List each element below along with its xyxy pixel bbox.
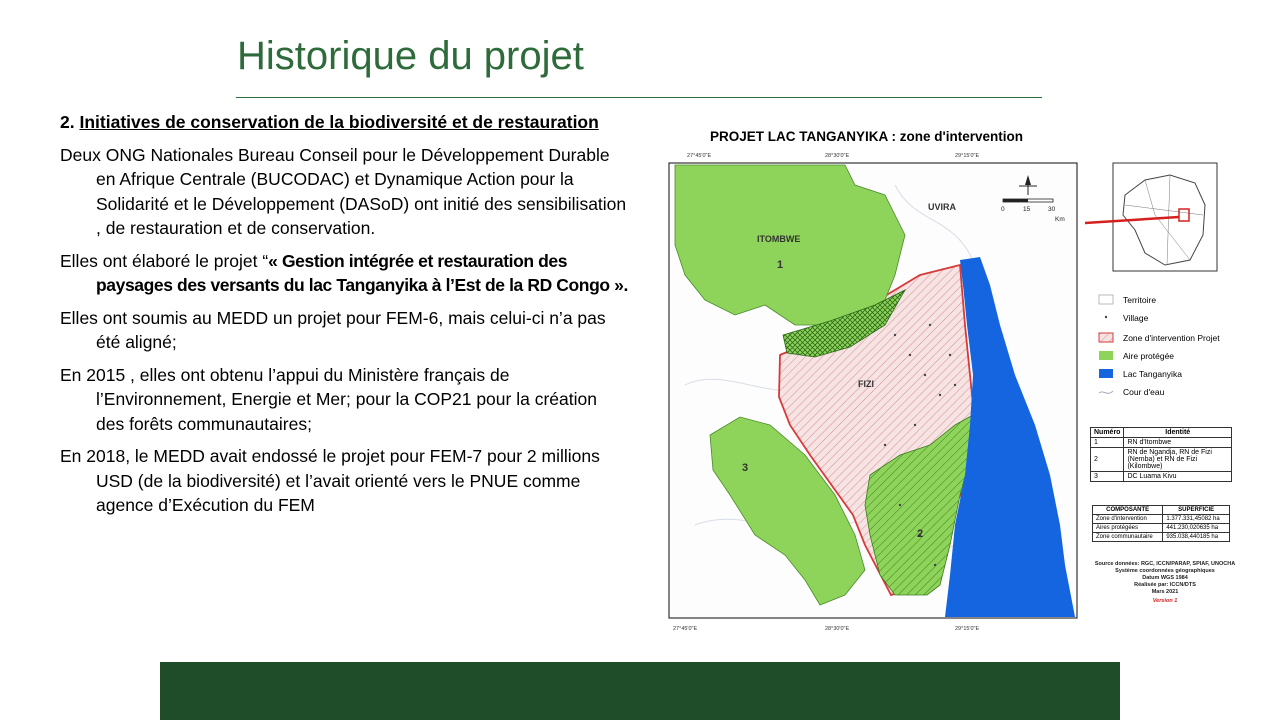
table-row: Zone communautaire 935.038,440185 ha (1093, 533, 1230, 542)
label-uvira: UVIRA (928, 202, 957, 212)
table-row: Aires protégées 441.230,020635 ha (1093, 524, 1230, 533)
areas-table (1090, 427, 1232, 482)
label-area-1: 1 (777, 259, 784, 271)
section-heading (60, 110, 630, 135)
scale-15: 15 (1023, 206, 1031, 213)
source-line-4: Réalisée par: ICCN/DTS (1134, 582, 1196, 588)
title-divider (236, 97, 1042, 98)
coord-top-1: 27°45'0"E (687, 153, 712, 159)
th-composante: COMPOSANTE (1093, 506, 1163, 515)
legend-village: Village (1123, 313, 1149, 323)
label-itombwe: ITOMBWE (757, 234, 801, 244)
table-row: 3 DC Luama Kivu (1091, 472, 1232, 482)
coord-bottom-1: 27°45'0"E (673, 626, 698, 632)
map-title: PROJET LAC TANGANYIKA : zone d'intervention (710, 129, 1023, 144)
coord-top-3: 29°15'0"E (955, 153, 980, 159)
map-figure (655, 125, 1240, 635)
paragraph-fem6: Elles ont soumis au MEDD un projet pour FEM-6, mais celui-ci n’a pas été aligné; (60, 307, 606, 352)
project-intro: Elles ont élaboré le projet “ (60, 250, 269, 271)
table-row: Zone d'intervention 1.377.331,45082 ha (1093, 515, 1230, 524)
paragraph-project (60, 249, 630, 298)
coord-bottom-2: 28°30'0"E (825, 626, 850, 632)
legend-aire: Aire protégée (1123, 351, 1175, 361)
intervention-map (655, 125, 1240, 635)
legend-cours: Cour d'eau (1123, 387, 1165, 397)
coord-bottom-3: 29°15'0"E (955, 626, 980, 632)
surface-table (1092, 505, 1230, 542)
heading-number: 2. (60, 112, 75, 132)
scale-30: 30 (1048, 206, 1056, 213)
coord-top-2: 28°30'0"E (825, 153, 850, 159)
th-identite: Identité (1124, 428, 1232, 438)
label-area-3: 3 (742, 462, 749, 474)
slide-title: Historique du projet (237, 34, 584, 78)
paragraph-ngo: Deux ONG Nationales Bureau Conseil pour le Développement Durable en Afrique Centrale (BUCODAC) et Dynamique Action pour la Solidarité et le Développement (DASoD) ont initié des sensibilisation , de restauration et de conservation. (60, 144, 627, 238)
heading-text: Initiatives de conservation de la biodiversité et de restauration (79, 112, 599, 132)
scale-unit: Km (1055, 216, 1065, 223)
project-name: « Gestion intégrée et restauration des paysages des versants du lac Tanganyika à l’Est de la RD Congo ». (96, 250, 628, 295)
label-area-2: 2 (917, 528, 924, 540)
table-row: 1 RN d'Itombwe (1091, 438, 1232, 448)
legend-zone: Zone d'intervention Projet (1123, 333, 1220, 343)
th-superficie: SUPERFICIE (1163, 506, 1230, 515)
label-fizi: FIZI (858, 379, 874, 389)
footer-bar (160, 662, 1120, 720)
slide-body (60, 110, 630, 526)
paragraph-2015: En 2015 , elles ont obtenu l’appui du Ministère français de l’Environnement, Energie et Mer; pour la COP21 pour la création des forêts communautaires; (60, 364, 597, 434)
th-numero: Numéro (1091, 428, 1124, 438)
scale-0: 0 (1001, 206, 1005, 213)
map-version: Version 1 (1152, 598, 1178, 604)
source-line-3: Datum WGS 1984 (1142, 575, 1188, 581)
table-row: 2 RN de Ngandja, RN de Fizi (Nemba) et RN de Fizi (Kilombwe) (1091, 448, 1232, 472)
paragraph-2018: En 2018, le MEDD avait endossé le projet pour FEM-7 pour 2 millions USD (de la biodiversité) et l’avait orienté vers le PNUE comme agence d’Exécution du FEM (60, 446, 600, 515)
legend-territoire: Territoire (1123, 295, 1157, 305)
source-line-5: Mars 2021 (1151, 589, 1179, 595)
source-line-1: Source données: RGC, ICCN/PARAP, SPIAF, UNOCHA (1094, 561, 1236, 567)
legend-lac: Lac Tanganyika (1123, 369, 1182, 379)
source-line-2: Système coordonnées géographiques (1115, 568, 1215, 574)
